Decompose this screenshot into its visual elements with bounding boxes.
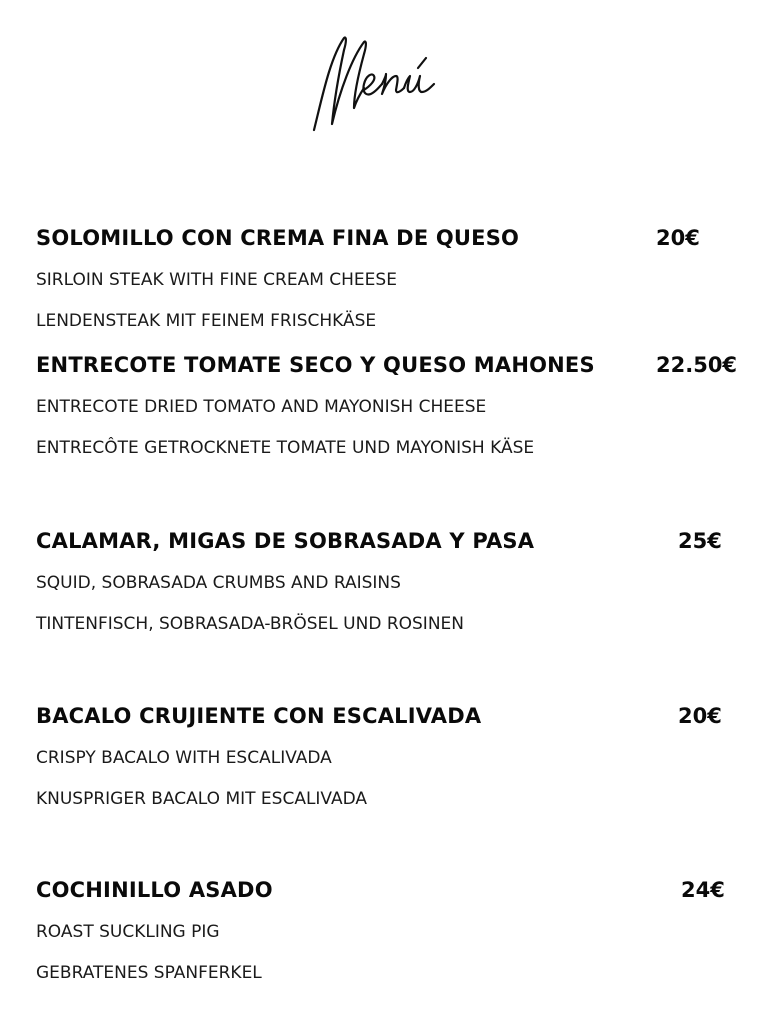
dish-english: ROAST SUCKLING PIG bbox=[36, 922, 220, 942]
menu-title bbox=[300, 28, 480, 140]
dish-german: LENDENSTEAK MIT FEINEM FRISCHKÄSE bbox=[36, 311, 377, 331]
dish-name: CALAMAR, MIGAS DE SOBRASADA Y PASA bbox=[36, 529, 535, 553]
dish-name: BACALO CRUJIENTE CON ESCALIVADA bbox=[36, 704, 482, 728]
menu-title-script bbox=[300, 28, 480, 140]
dish-price: 20€ bbox=[656, 226, 700, 250]
dish-english: SQUID, SOBRASADA CRUMBS AND RAISINS bbox=[36, 573, 401, 593]
dish-price: 20€ bbox=[678, 704, 722, 728]
dish-price: 25€ bbox=[678, 529, 722, 553]
dish-german: ENTRECÔTE GETROCKNETE TOMATE UND MAYONISH KÄSE bbox=[36, 438, 535, 458]
dish-german: TINTENFISCH, SOBRASADA-BRÖSEL UND ROSINEN bbox=[36, 614, 464, 634]
dish-english: CRISPY BACALO WITH ESCALIVADA bbox=[36, 748, 332, 768]
dish-german: KNUSPRIGER BACALO MIT ESCALIVADA bbox=[36, 789, 368, 809]
dish-price: 24€ bbox=[681, 878, 725, 902]
dish-english: SIRLOIN STEAK WITH FINE CREAM CHEESE bbox=[36, 270, 397, 290]
dish-name: COCHINILLO ASADO bbox=[36, 878, 273, 902]
dish-name: ENTRECOTE TOMATE SECO Y QUESO MAHONES bbox=[36, 353, 595, 377]
dish-price: 22.50€ bbox=[656, 353, 738, 377]
dish-english: ENTRECOTE DRIED TOMATO AND MAYONISH CHEESE bbox=[36, 397, 487, 417]
dish-name: SOLOMILLO CON CREMA FINA DE QUESO bbox=[36, 226, 520, 250]
dish-german: GEBRATENES SPANFERKEL bbox=[36, 963, 262, 983]
